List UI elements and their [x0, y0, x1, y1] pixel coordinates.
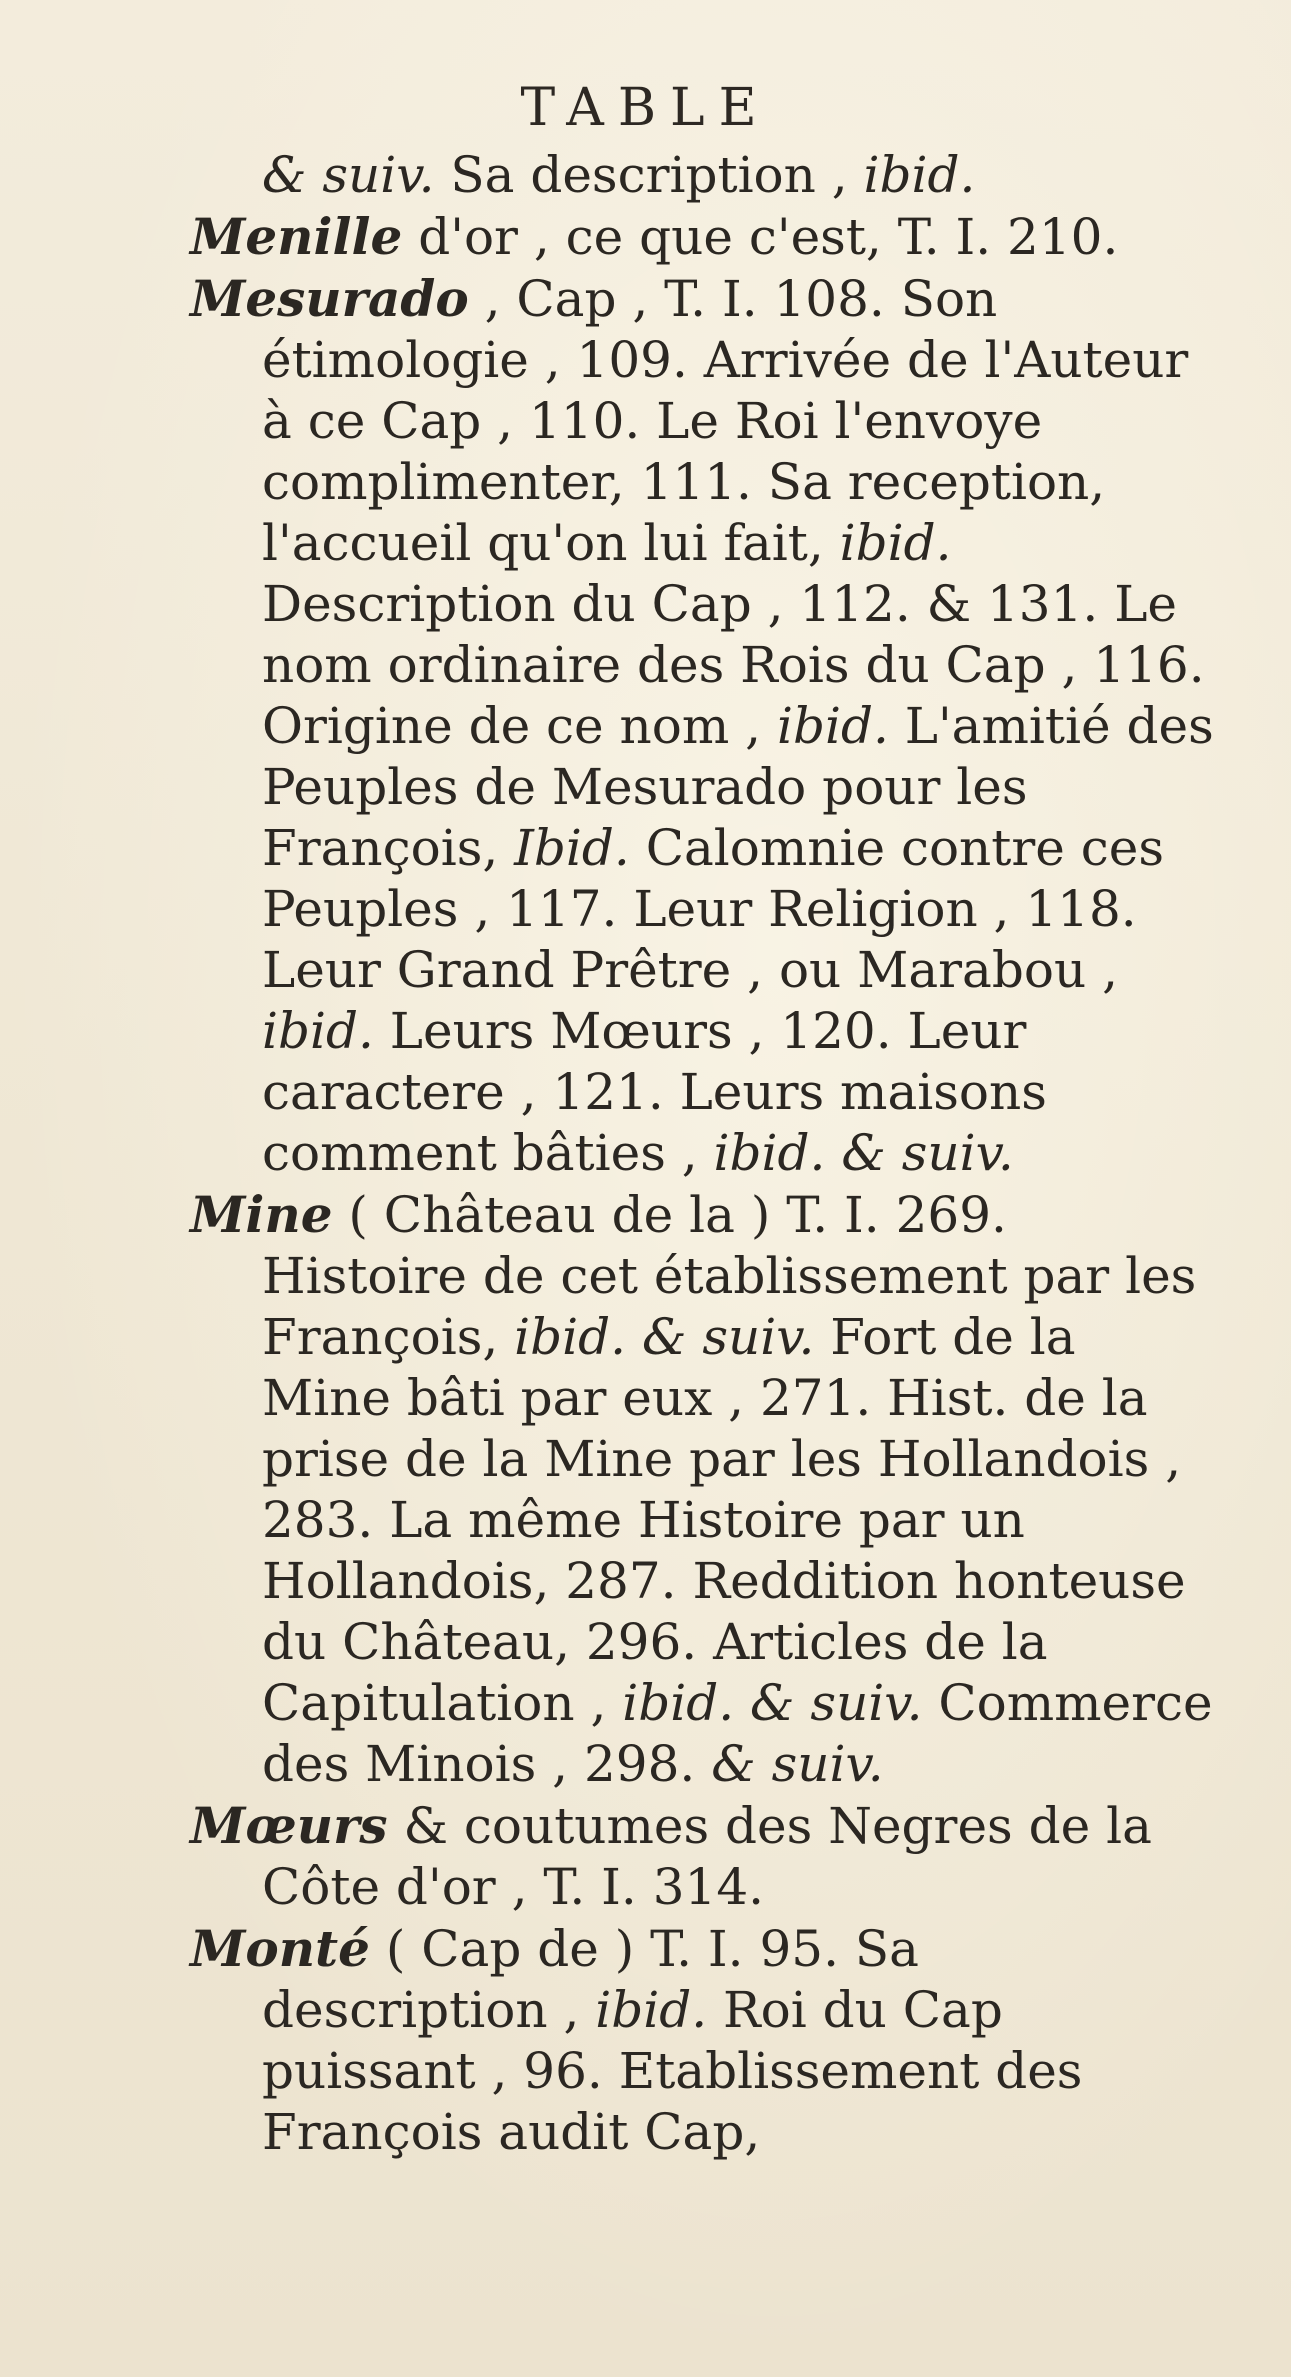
- index-entry-menille: [190, 206, 1220, 268]
- entry-headword: Mine: [190, 1185, 333, 1244]
- entry-part: Calomnie contre ces Peuples , 117. Leur Religion , 118. Leur Grand Prêtre , ou Marabou ,: [262, 819, 1164, 999]
- entry-headword: Monté: [190, 1919, 370, 1978]
- entry-part: & suiv.: [262, 146, 435, 204]
- entry-part: Description du Cap , 112. & 131. Le nom ordinaire des Rois du Cap , 116. Origine de ce nom ,: [262, 575, 1205, 755]
- entry-part: ( Château de la ) T. I. 269. Histoire de cet établissement par les François,: [262, 1186, 1197, 1366]
- entry-part: Ibid.: [514, 819, 630, 877]
- entry-part: ibid.: [776, 697, 889, 755]
- entry-part: ( Cap de ) T. I. 95. Sa description ,: [262, 1920, 919, 2039]
- entry-part: ibid. & suiv.: [713, 1124, 1014, 1182]
- entry-part: ibid.: [863, 146, 976, 204]
- entry-part: Roi du Cap puissant , 96. Etablissement des François audit Cap,: [262, 1981, 1083, 2161]
- index-entries: [190, 145, 1220, 2163]
- entry-part: & suiv.: [711, 1735, 884, 1793]
- index-entry-moeurs: [190, 1795, 1220, 1918]
- index-entry-mine: [190, 1184, 1220, 1795]
- entry-part: ibid.: [595, 1981, 708, 2039]
- entry-part: Sa description ,: [434, 146, 864, 204]
- entry-headword: Mœurs: [190, 1796, 388, 1855]
- entry-part: & coutumes des Negres de la Côte d'or , T. I. 314.: [262, 1797, 1152, 1916]
- entry-part: , Cap , T. I. 108. Son étimologie , 109. Arrivée de l'Auteur à ce Cap , 110. Le Roi l'envoye complimenter, 111. Sa reception, l'accueil qu'on lui fait,: [262, 270, 1189, 572]
- entry-part: Commerce des Minois , 298.: [262, 1674, 1213, 1793]
- entry-headword: Mesurado: [190, 269, 469, 328]
- index-entry-monte: [190, 1918, 1220, 2163]
- entry-part: ibid. & suiv.: [514, 1308, 815, 1366]
- entry-part: L'amitié des Peuples de Mesurado pour les François,: [262, 697, 1214, 877]
- entry-part: Leurs Mœurs , 120. Leur caractere , 121. Leurs maisons comment bâties ,: [262, 1002, 1047, 1182]
- running-head: TABLE: [520, 78, 771, 138]
- index-entry-mesurado: [190, 268, 1220, 1184]
- entry-headword: Menille: [190, 207, 403, 266]
- entry-part: ibid.: [839, 514, 952, 572]
- index-entry-continuation: [190, 145, 1220, 206]
- entry-part: ibid. & suiv.: [622, 1674, 923, 1732]
- entry-part: ibid.: [262, 1002, 374, 1060]
- entry-part: Fort de la Mine bâti par eux , 271. Hist. de la prise de la Mine par les Hollandois , 283. La même Histoire par un Hollandois, 287. Reddition honteuse du Château, 296. Articles de la Capitulation ,: [262, 1308, 1186, 1732]
- entry-part: d'or , ce que c'est, T. I. 210.: [402, 208, 1119, 266]
